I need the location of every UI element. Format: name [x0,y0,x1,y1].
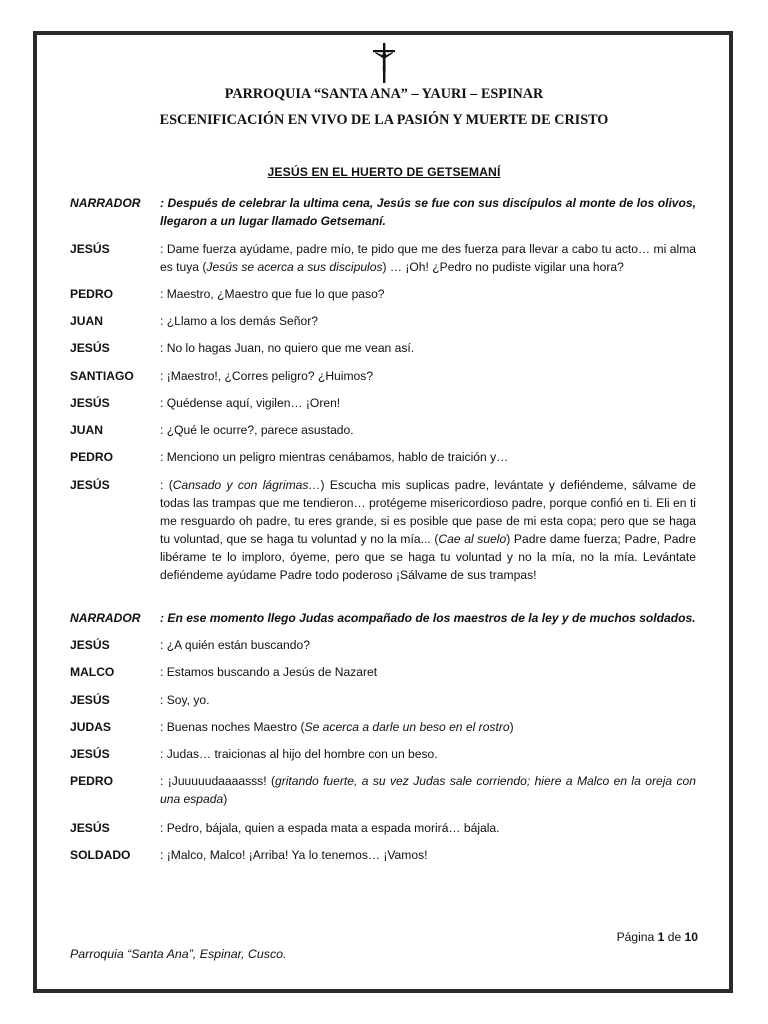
speaker-name: JESÚS [70,341,110,355]
speaker-name: JESÚS [70,396,110,410]
stage-direction: Cansado y con lágrimas… [172,478,321,492]
speaker-name: MALCO [70,665,115,679]
stage-direction: Jesús se acerca a sus discipulos [206,260,383,274]
speaker-name: JESÚS [70,693,110,707]
speaker-name: JESÚS [70,821,110,835]
stage-direction: Se acerca a darle un beso en el rostro [304,720,510,734]
crucifix-icon [372,43,396,83]
speaker-name: PEDRO [70,450,114,464]
parish-title: PARROQUIA “SANTA ANA” – YAURI – ESPINAR [224,86,544,102]
speech-text: : Estamos buscando a Jesús de Nazaret [160,665,378,679]
speaker-name: SANTIAGO [70,369,134,383]
speech-text: : Después de celebrar la ultima cena, Jesús se fue con sus discípulos al monte de los olivos, llegaron a un lugar llamado Getsemaní. [160,196,696,228]
speaker-name: JUDAS [70,720,111,734]
speech-text: : Dame fuerza ayúdame, padre mío, te pido que me des fuerza para llevar a cabo tu acto… mi alma es tuya (Jesús se acerca a sus discipulos) … ¡Oh! ¿Pedro no pudiste vigilar una hora? [160,242,696,274]
scene-title: JESÚS EN EL HUERTO DE GETSEMANÍ [267,165,501,179]
stage-direction: gritando fuerte, a su vez Judas sale corriendo; hiere a Malco en la oreja con una espada [160,774,696,806]
footer-text: Parroquia “Santa Ana”, Espinar, Cusco. [70,947,287,961]
speech-text: : No lo hagas Juan, no quiero que me vean así. [160,341,415,355]
speech-text: : ¿Llamo a los demás Señor? [160,314,318,328]
speech-text: : ¿A quién están buscando? [160,638,310,652]
speech-text: : ¡Juuuuudaaaasss! (gritando fuerte, a su vez Judas sale corriendo; hiere a Malco en la oreja con una espada) [160,774,696,806]
speaker-name: PEDRO [70,287,114,301]
speech-text: : En ese momento llego Judas acompañado de los maestros de la ley y de muchos soldados. [160,611,696,625]
speech-text: : ¿Qué le ocurre?, parece asustado. [160,423,354,437]
speech-text: : Judas… traicionas al hijo del hombre con un beso. [160,747,438,761]
speaker-name: PEDRO [70,774,114,788]
speech-text: : ¡Maestro!, ¿Corres peligro? ¿Huimos? [160,369,374,383]
speech-text: : Soy, yo. [160,693,210,707]
speaker-name: SOLDADO [70,848,131,862]
speaker-name: JUAN [70,423,103,437]
speech-text: : (Cansado y con lágrimas…) Escucha mis suplicas padre, levántate y defiéndeme, sálvame de todas las trampas que me tendieron… protégeme misericordioso padre, porque confió en ti. Eli en ti me resguardo oh padre, tu eres grande, si es posible que pase de mi esta copa; pero que se haga tu voluntad, que se haga tu voluntad y no la mía... (Cae al suelo) Padre dame fuerza; Padre, Padre libérame te lo imploro, óyeme, pero que se haga tu voluntad y no la mía, no la mía. Levántate defiéndeme ayúdame Padre todo poderoso ¡Sálvame de sus trampas! [160,478,697,582]
speech-text: : Pedro, bájala, quien a espada mata a espada morirá… bájala. [160,821,500,835]
speaker-name: JESÚS [70,638,110,652]
speech-text: : Buenas noches Maestro (Se acerca a darle un beso en el rostro) [160,720,514,734]
page-number: Página 1 de 10 [616,930,698,944]
speaker-name: NARRADOR [70,611,141,625]
speaker-name: JESÚS [70,747,110,761]
speech-text: : Menciono un peligro mientras cenábamos, hablo de traición y… [160,450,509,464]
speech-text: : Maestro, ¿Maestro que fue lo que paso? [160,287,385,301]
speech-text: : ¡Malco, Malco! ¡Arriba! Ya lo tenemos… ¡Vamos! [160,848,428,862]
speaker-name: JESÚS [70,242,110,256]
speaker-name: NARRADOR [70,196,141,210]
speaker-name: JESÚS [70,478,110,492]
stage-direction: Cae al suelo [438,532,507,546]
event-title: ESCENIFICACIÓN EN VIVO DE LA PASIÓN Y MUERTE DE CRISTO [159,112,609,128]
speaker-name: JUAN [70,314,103,328]
speech-text: : Quédense aquí, vigilen… ¡Oren! [160,396,341,410]
